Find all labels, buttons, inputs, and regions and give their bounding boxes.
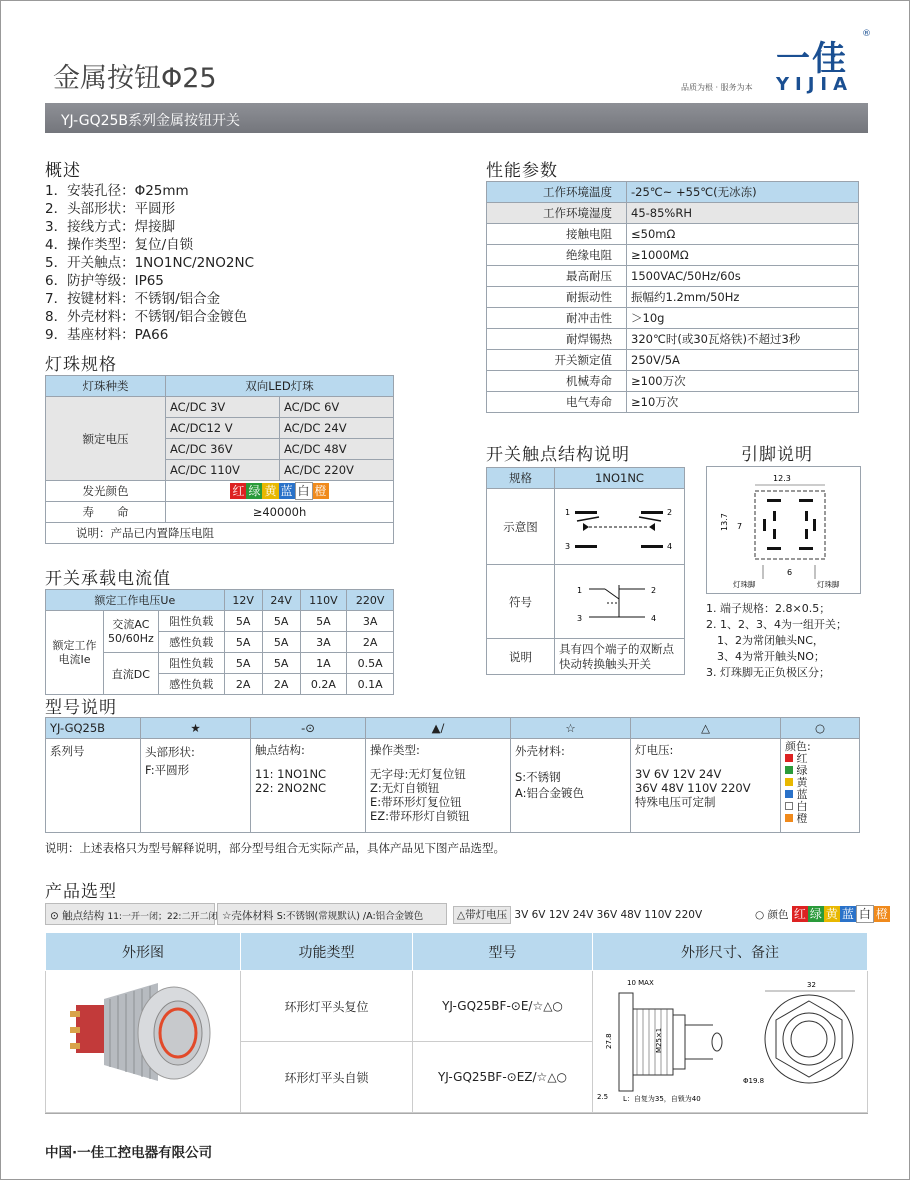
color-swatch-blue: 蓝: [841, 907, 854, 921]
current-cell: 2A: [262, 674, 300, 695]
model-note: 说明：上述表格只为型号解释说明，部分型号组合无实际产品，具体产品见下图产品选型。: [45, 841, 505, 855]
model-operation: [366, 739, 511, 833]
perf-label: 耐振动性: [487, 287, 627, 308]
model-code: ☆: [511, 718, 631, 739]
sel-contact: [45, 903, 218, 925]
life-value: ≥40000h: [166, 502, 394, 523]
overview-list: [45, 182, 254, 344]
perf-label: 工作环境温度: [487, 182, 627, 203]
voltage-cell: AC/DC 3V: [166, 397, 280, 418]
model-col-title: 操作类型:: [370, 743, 420, 757]
perf-value: ≥1000MΩ: [627, 245, 859, 266]
current-volt: 24V: [262, 590, 300, 611]
divider: [45, 1113, 868, 1114]
pin-note: 1、2为常闭触头NC，: [706, 634, 824, 647]
performance-table: [486, 181, 859, 413]
current-row-label: 额定工作电流Ie: [46, 611, 104, 695]
model-colors: [781, 739, 860, 833]
model-col-title: 外壳材料:: [515, 744, 565, 758]
model-option: 36V 48V 110V 220V: [635, 781, 751, 795]
contact-heading: 开关触点结构说明: [486, 445, 630, 465]
sel-value: 11:一开一闭；22:二开二闭: [107, 912, 218, 922]
model-color-name: 黄: [796, 776, 808, 789]
overview-item: 2．头部形状：平圆形: [45, 201, 176, 217]
color-swatch-orange: 橙: [314, 484, 327, 498]
sel-colors: [751, 903, 888, 925]
current-volt: 110V: [300, 590, 347, 611]
current-heading: 开关承载电流值: [45, 569, 171, 589]
voltage-cell: AC/DC 6V: [280, 397, 394, 418]
overview-item: 6．防护等级：IP65: [45, 273, 164, 289]
lamp-note: 说明：产品已内置降压电阻: [46, 523, 394, 544]
current-cell: 0.5A: [347, 653, 394, 674]
model-code: -⊙: [251, 718, 366, 739]
dim-label: 7: [737, 522, 743, 531]
contact-symbol: [555, 565, 685, 639]
current-cell: 0.2A: [300, 674, 347, 695]
overview-item: 3．接线方式：焊接脚: [45, 219, 176, 235]
overview-item: 7．按键材料：不锈钢/铝合金: [45, 291, 221, 307]
sel-label: ○ 颜色: [755, 909, 789, 921]
perf-label: 工作环境湿度: [487, 203, 627, 224]
contact-diagram-svg: [555, 489, 683, 561]
symbol-label: 符号: [487, 565, 555, 639]
product-type: 环形灯平头自锁: [241, 1042, 413, 1113]
model-option: 11: 1NO1NC: [255, 767, 327, 781]
color-swatch-red: 红: [232, 484, 245, 498]
product-model: YJ-GQ25BF-⊙E/☆△○: [413, 971, 593, 1042]
perf-label: 机械寿命: [487, 371, 627, 392]
current-cell: 5A: [224, 611, 262, 632]
pin-label: 4: [651, 614, 657, 623]
lamp-col2: 双向LED灯珠: [166, 376, 394, 397]
inductive-label: 感性负载: [158, 632, 224, 653]
overview-item: 5．开关触点：1NO1NC/2NO2NC: [45, 255, 254, 271]
selection-legend: [45, 903, 888, 925]
model-code: ★: [141, 718, 251, 739]
model-option: 特殊电压可定制: [635, 795, 716, 809]
current-cell: 5A: [300, 611, 347, 632]
product-model: YJ-GQ25BF-⊙EZ/☆△○: [413, 1042, 593, 1113]
dim-label: 6: [787, 568, 793, 577]
perf-value: 250V/5A: [627, 350, 859, 371]
sel-col-head: 外形尺寸、备注: [593, 933, 868, 971]
current-table: [45, 589, 394, 695]
model-option: 3V 6V 12V 24V: [635, 767, 722, 781]
logo: [776, 31, 871, 95]
ac-label: 交流AC 50/60Hz: [104, 611, 159, 653]
model-color-name: 白: [796, 800, 808, 813]
perf-value: 320℃时(或30瓦烙铁)不超过3秒: [627, 329, 859, 350]
perf-value: 45-85%RH: [627, 203, 859, 224]
lamp-pin-label: 灯珠脚: [817, 580, 840, 589]
performance-heading: 性能参数: [486, 161, 558, 181]
sel-col-head: 外形图: [46, 933, 241, 971]
color-swatch-orange: 橙: [875, 907, 888, 921]
product-photo-svg: [46, 971, 239, 1109]
model-voltage: [631, 739, 781, 833]
perf-label: 电气寿命: [487, 392, 627, 413]
model-color-name: 红: [796, 752, 808, 765]
current-cell: 0.1A: [347, 674, 394, 695]
model-table: [45, 717, 860, 833]
model-color-item: [785, 813, 855, 825]
model-heading: 型号说明: [45, 698, 117, 718]
model-option: EZ:带环形灯自锁钮: [370, 809, 470, 823]
inductive-label: 感性负载: [158, 674, 224, 695]
pin-diagram: [706, 466, 861, 594]
model-option: 无字母:无灯复位钮: [370, 767, 466, 781]
lamp-table: [45, 375, 394, 544]
perf-value: ＞10g: [627, 308, 859, 329]
pin-label: 3: [565, 542, 571, 551]
perf-value: ≥10万次: [627, 392, 859, 413]
voltage-cell: AC/DC 110V: [166, 460, 280, 481]
dim-label: Φ19.8: [743, 1077, 765, 1085]
perf-label: 接触电阻: [487, 224, 627, 245]
color-swatch-blue: 蓝: [280, 484, 293, 498]
model-option: F:平圆形: [145, 763, 190, 777]
perf-value: ≤50mΩ: [627, 224, 859, 245]
perf-label: 绝缘电阻: [487, 245, 627, 266]
pin-note: 3、4为常开触头NO；: [706, 650, 825, 663]
model-contact: [251, 739, 366, 833]
overview-heading: 概述: [45, 161, 81, 181]
dim-label: M25×1: [655, 1027, 663, 1053]
perf-label: 耐焊锡热: [487, 329, 627, 350]
model-col-title: 头部形状:: [145, 745, 195, 759]
pin-label: 2: [651, 586, 657, 595]
pin-label: 3: [577, 614, 583, 623]
footer-company: 中国·一佳工控电器有限公司: [45, 1145, 213, 1161]
color-swatch-white: 白: [295, 482, 313, 500]
dim-label: 10 MAX: [627, 979, 654, 987]
current-cell: 1A: [300, 653, 347, 674]
color-swatch-red: 红: [793, 907, 806, 921]
model-color-name: 橙: [796, 812, 808, 825]
color-swatches: [166, 481, 394, 502]
life-label: 寿 命: [46, 502, 166, 523]
sel-shell: [217, 903, 447, 925]
model-option: S:不锈钢: [515, 770, 561, 784]
resistive-label: 阻性负载: [158, 653, 224, 674]
model-code: ○: [781, 718, 860, 739]
dim-label: 2.5: [597, 1093, 609, 1101]
contact-diagram: [555, 489, 685, 565]
spec-label: 规格: [487, 468, 555, 489]
model-color-name: 蓝: [796, 788, 808, 801]
sel-voltage: [449, 903, 749, 925]
perf-label: 最高耐压: [487, 266, 627, 287]
slogan: 品质为根 · 服务为本: [681, 83, 753, 92]
sel-label: ☆壳体材料: [222, 910, 274, 922]
perf-label: 开关额定值: [487, 350, 627, 371]
color-swatch-green: 绿: [248, 484, 261, 498]
rated-voltage-label: 额定电压: [46, 397, 166, 481]
overview-item: 1．安装孔径：Φ25mm: [45, 183, 189, 199]
perf-label: 耐冲击性: [487, 308, 627, 329]
voltage-cell: AC/DC12 V: [166, 418, 280, 439]
perf-value: 1500VAC/50Hz/60s: [627, 266, 859, 287]
pins-heading: 引脚说明: [741, 445, 813, 465]
dim-label: 27.8: [605, 1033, 613, 1049]
contact-table: [486, 467, 685, 675]
model-head: [141, 739, 251, 833]
overview-item: 9．基座材料：PA66: [45, 327, 169, 343]
voltage-cell: AC/DC 48V: [280, 439, 394, 460]
lamp-col1: 灯珠种类: [46, 376, 166, 397]
current-cell: 2A: [347, 632, 394, 653]
current-cell: 3A: [347, 611, 394, 632]
model-series: 系列号: [46, 739, 141, 833]
model-col-title: 灯电压:: [635, 743, 674, 757]
pin-label: 2: [667, 508, 673, 517]
color-swatch-green: 绿: [809, 907, 822, 921]
logo-reg: ®: [862, 29, 871, 39]
sel-label: ⊙ 触点结构: [50, 910, 105, 922]
current-cell: 5A: [262, 653, 300, 674]
color-label: 发光颜色: [46, 481, 166, 502]
pin-note: 3. 灯珠脚无正负极区分；: [706, 666, 830, 679]
product-type: 环形灯平头复位: [241, 971, 413, 1042]
pin-notes: [706, 601, 847, 681]
selection-heading: 产品选型: [45, 882, 117, 902]
sel-col-head: 型号: [413, 933, 593, 971]
sel-label: △带灯电压: [453, 906, 511, 924]
pin-label: 1: [565, 508, 571, 517]
contact-symbol-svg: [555, 565, 683, 635]
overview-item: 8．外壳材料：不锈钢/铝合金镀色: [45, 309, 248, 325]
lamp-heading: 灯珠规格: [45, 355, 117, 375]
current-cell: 5A: [262, 611, 300, 632]
sel-col-head: 功能类型: [241, 933, 413, 971]
perf-value: ≥100万次: [627, 371, 859, 392]
dim-label: 12.3: [773, 474, 791, 483]
contact-note-label: 说明: [487, 639, 555, 675]
current-cell: 5A: [262, 632, 300, 653]
logo-cn: 一佳: [776, 39, 848, 79]
overview-item: 4．操作类型：复位/自锁: [45, 237, 194, 253]
product-photo: [46, 971, 241, 1113]
pin-note: 2. 1、2、3、4为一组开关；: [706, 618, 847, 631]
contact-note-value: 具有四个端子的双断点快动转换触头开关: [555, 639, 685, 675]
pin-label: 1: [577, 586, 583, 595]
sel-value: 3V 6V 12V 24V 36V 48V 110V 220V: [514, 909, 703, 921]
color-swatch-white: 白: [856, 905, 874, 923]
current-volt: 12V: [224, 590, 262, 611]
model-option: E:带环形灯复位钮: [370, 795, 462, 809]
dimension-drawing: [593, 971, 868, 1113]
model-color-name: 绿: [796, 764, 808, 777]
current-cell: 5A: [224, 632, 262, 653]
pin-note: 1. 端子规格：2.8×0.5；: [706, 602, 831, 615]
voltage-cell: AC/DC 36V: [166, 439, 280, 460]
dc-label: 直流DC: [104, 653, 159, 695]
selection-table: [45, 932, 868, 1113]
dim-label: 13.7: [720, 513, 729, 531]
page-title: 金属按钮Φ25: [53, 63, 217, 94]
current-cell: 2A: [224, 674, 262, 695]
current-head-label: 额定工作电压Ue: [46, 590, 225, 611]
series-banner: YJ-GQ25B系列金属按钮开关: [45, 103, 868, 133]
model-col-title: 触点结构:: [255, 743, 305, 757]
voltage-cell: AC/DC 220V: [280, 460, 394, 481]
model-option: A:铝合金镀色: [515, 786, 585, 800]
color-swatch-yellow: 黄: [825, 907, 838, 921]
diagram-label: 示意图: [487, 489, 555, 565]
sel-value: S:不锈钢(常规默认) /A:铝合金镀色: [276, 911, 424, 922]
current-cell: 3A: [300, 632, 347, 653]
model-code: △: [631, 718, 781, 739]
current-volt: 220V: [347, 590, 394, 611]
pin-diagram-svg: [707, 467, 860, 593]
dimension-svg: [593, 971, 867, 1109]
model-col-title: 颜色:: [785, 740, 811, 753]
dim-label: 32: [807, 981, 816, 989]
pin-label: 4: [667, 542, 673, 551]
current-cell: 5A: [224, 653, 262, 674]
color-swatch-yellow: 黄: [264, 484, 277, 498]
model-code: YJ-GQ25B: [46, 718, 141, 739]
lamp-pin-label: 灯珠脚: [733, 580, 756, 589]
model-option: Z:无灯自锁钮: [370, 781, 440, 795]
model-option: 22: 2NO2NC: [255, 781, 327, 795]
spec-value: 1NO1NC: [555, 468, 685, 489]
model-shell: [511, 739, 631, 833]
resistive-label: 阻性负载: [158, 611, 224, 632]
logo-en: YIJIA: [776, 74, 854, 95]
perf-value: 振幅约1.2mm/50Hz: [627, 287, 859, 308]
dim-label: L：自复为35，自锁为40: [623, 1095, 701, 1103]
perf-value: -25℃~ +55℃(无冰冻): [627, 182, 859, 203]
model-code: ▲/: [366, 718, 511, 739]
voltage-cell: AC/DC 24V: [280, 418, 394, 439]
